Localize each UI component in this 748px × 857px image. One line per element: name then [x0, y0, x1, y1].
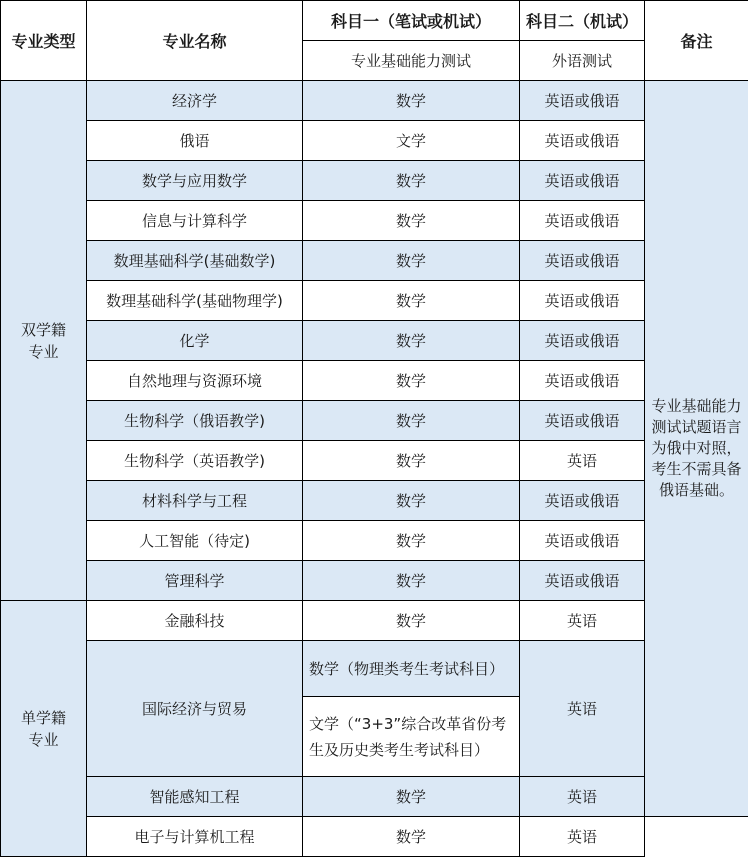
group-single: 单学籍 专业 — [1, 601, 87, 857]
major-name: 自然地理与资源环境 — [87, 361, 303, 401]
header-subject2-sub: 外语测试 — [520, 41, 645, 81]
subject1-value: 数学 — [303, 777, 520, 817]
major-name: 数理基础科学(基础物理学) — [87, 281, 303, 321]
major-name: 智能感知工程 — [87, 777, 303, 817]
header-subject1: 科目一（笔试或机试） — [303, 1, 520, 41]
subject2-value: 英语或俄语 — [520, 241, 645, 281]
subject2-value: 英语 — [520, 441, 645, 481]
subject1-value: 数学 — [303, 401, 520, 441]
subject1-value: 数学 — [303, 521, 520, 561]
subject2-value: 英语或俄语 — [520, 481, 645, 521]
major-name: 数理基础科学(基础数学) — [87, 241, 303, 281]
subject2-value: 英语或俄语 — [520, 281, 645, 321]
subject1-value: 数学 — [303, 441, 520, 481]
subject1-value: 数学 — [303, 201, 520, 241]
major-name: 材料科学与工程 — [87, 481, 303, 521]
subject2-value: 英语或俄语 — [520, 321, 645, 361]
major-name: 化学 — [87, 321, 303, 361]
subject1-value: 数学 — [303, 361, 520, 401]
subject1-value: 数学 — [303, 161, 520, 201]
major-name: 管理科学 — [87, 561, 303, 601]
major-name: 数学与应用数学 — [87, 161, 303, 201]
subject2-value: 英语或俄语 — [520, 161, 645, 201]
subject1-value: 数学 — [303, 321, 520, 361]
subject2-value: 英语 — [520, 601, 645, 641]
subject2-value: 英语或俄语 — [520, 81, 645, 121]
major-name: 国际经济与贸易 — [87, 641, 303, 777]
major-name: 经济学 — [87, 81, 303, 121]
subject1-value: 数学 — [303, 81, 520, 121]
subject2-value: 英语 — [520, 817, 645, 857]
subject1-value: 文学 — [303, 121, 520, 161]
remarks-cell — [645, 81, 748, 817]
header-subject1-sub: 专业基础能力测试 — [303, 41, 520, 81]
subject2-value: 英语或俄语 — [520, 361, 645, 401]
major-name: 人工智能（待定) — [87, 521, 303, 561]
subject1-value-history: 文学（“3+3”综合改革省份考生及历史类考生考试科目） — [303, 697, 520, 777]
major-name: 俄语 — [87, 121, 303, 161]
subject1-value: 数学 — [303, 481, 520, 521]
subject1-value-physics: 数学（物理类考生考试科目） — [303, 641, 520, 697]
subject2-value: 英语或俄语 — [520, 561, 645, 601]
header-major-type: 专业类型 — [1, 1, 87, 81]
major-name: 电子与计算机工程 — [87, 817, 303, 857]
subject1-value: 数学 — [303, 281, 520, 321]
header-subject2: 科目二（机试） — [520, 1, 645, 41]
subject2-value: 英语或俄语 — [520, 401, 645, 441]
group-dual: 双学籍 专业 — [1, 81, 87, 601]
subject2-value: 英语 — [520, 777, 645, 817]
subject1-value: 数学 — [303, 241, 520, 281]
subject1-value: 数学 — [303, 817, 520, 857]
subject2-value: 英语或俄语 — [520, 521, 645, 561]
subject1-value: 数学 — [303, 561, 520, 601]
major-name: 生物科学（俄语教学) — [87, 401, 303, 441]
major-name: 生物科学（英语教学) — [87, 441, 303, 481]
subject2-value: 英语 — [520, 641, 645, 777]
major-name: 信息与计算科学 — [87, 201, 303, 241]
header-major-name: 专业名称 — [87, 1, 303, 81]
remarks-text: 专业基础能力测试试题语言为俄中对照，考生不需具备俄语基础。 — [651, 397, 742, 499]
header-remarks: 备注 — [645, 1, 748, 81]
major-name: 金融科技 — [87, 601, 303, 641]
subject2-value: 英语或俄语 — [520, 121, 645, 161]
subject2-value: 英语或俄语 — [520, 201, 645, 241]
subject1-value: 数学 — [303, 601, 520, 641]
